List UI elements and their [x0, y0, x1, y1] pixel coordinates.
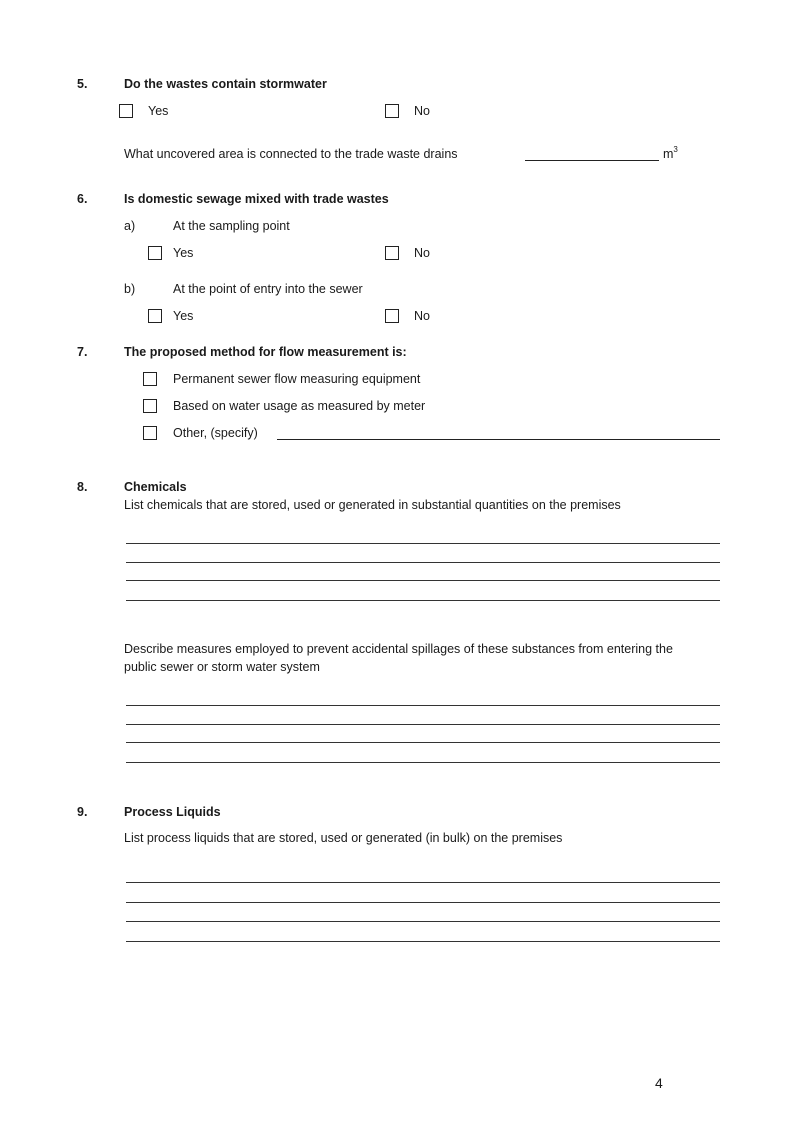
q6b-no-checkbox[interactable]	[385, 309, 399, 323]
q8-measures-line[interactable]	[126, 742, 720, 743]
q9-liquids-line[interactable]	[126, 941, 720, 942]
q7-option-other-checkbox[interactable]	[143, 426, 157, 440]
q7-option-meter-checkbox[interactable]	[143, 399, 157, 413]
q5-yes-label: Yes	[148, 104, 169, 118]
q5-area-unit: $m^3$	[663, 145, 678, 161]
question-5-title: Do the wastes contain stormwater	[124, 77, 327, 91]
q9-prompt: List process liquids that are stored, used or generated (in bulk) on the premises	[124, 831, 563, 845]
q6b-yes-label: Yes	[173, 309, 194, 323]
q6a-no-checkbox[interactable]	[385, 246, 399, 260]
q8-measures-line[interactable]	[126, 762, 720, 763]
question-9-number: 9.	[77, 805, 88, 819]
q6a-no-label: No	[414, 246, 430, 260]
q8-chemicals-line[interactable]	[126, 543, 720, 544]
question-8-title: Chemicals	[124, 480, 187, 494]
q7-option-permanent-checkbox[interactable]	[143, 372, 157, 386]
question-6-title: Is domestic sewage mixed with trade wastes	[124, 192, 389, 206]
q6b-yes-checkbox[interactable]	[148, 309, 162, 323]
question-6-number: 6.	[77, 192, 88, 206]
q6b-label: At the point of entry into the sewer	[173, 282, 363, 296]
q5-area-input[interactable]	[525, 160, 659, 161]
q9-liquids-line[interactable]	[126, 921, 720, 922]
question-5-number: 5.	[77, 77, 88, 91]
q6a-letter: a)	[124, 219, 136, 233]
q6a-yes-checkbox[interactable]	[148, 246, 162, 260]
question-7-number: 7.	[77, 345, 88, 359]
q5-no-checkbox[interactable]	[385, 104, 399, 118]
question-9-title: Process Liquids	[124, 805, 221, 819]
q8-measures-line[interactable]	[126, 705, 720, 706]
q8-measures-prompt-line2: public sewer or storm water system	[124, 660, 320, 674]
q9-liquids-line[interactable]	[126, 882, 720, 883]
q6b-no-label: No	[414, 309, 430, 323]
q6a-yes-label: Yes	[173, 246, 194, 260]
q8-measures-line[interactable]	[126, 724, 720, 725]
q7-other-specify-input[interactable]	[277, 439, 720, 440]
q6a-label: At the sampling point	[173, 219, 290, 233]
question-8-number: 8.	[77, 480, 88, 494]
q7-option-permanent-label: Permanent sewer flow measuring equipment	[173, 372, 421, 386]
q7-option-meter-label: Based on water usage as measured by meter	[173, 399, 426, 413]
q8-prompt: List chemicals that are stored, used or generated in substantial quantities on the premises	[124, 498, 621, 512]
q5-yes-checkbox[interactable]	[119, 104, 133, 118]
q8-chemicals-line[interactable]	[126, 600, 720, 601]
q8-chemicals-line[interactable]	[126, 580, 720, 581]
page-number: 4	[655, 1075, 663, 1091]
q8-measures-prompt-line1: Describe measures employed to prevent accidental spillages of these substances from entering the	[124, 642, 673, 656]
q5-no-label: No	[414, 104, 430, 118]
q9-liquids-line[interactable]	[126, 902, 720, 903]
q6b-letter: b)	[124, 282, 136, 296]
q7-option-other-label: Other, (specify)	[173, 426, 258, 440]
q5-area-prompt: What uncovered area is connected to the trade waste drains	[124, 147, 458, 161]
question-7-title: The proposed method for flow measurement is:	[124, 345, 407, 359]
q8-chemicals-line[interactable]	[126, 562, 720, 563]
